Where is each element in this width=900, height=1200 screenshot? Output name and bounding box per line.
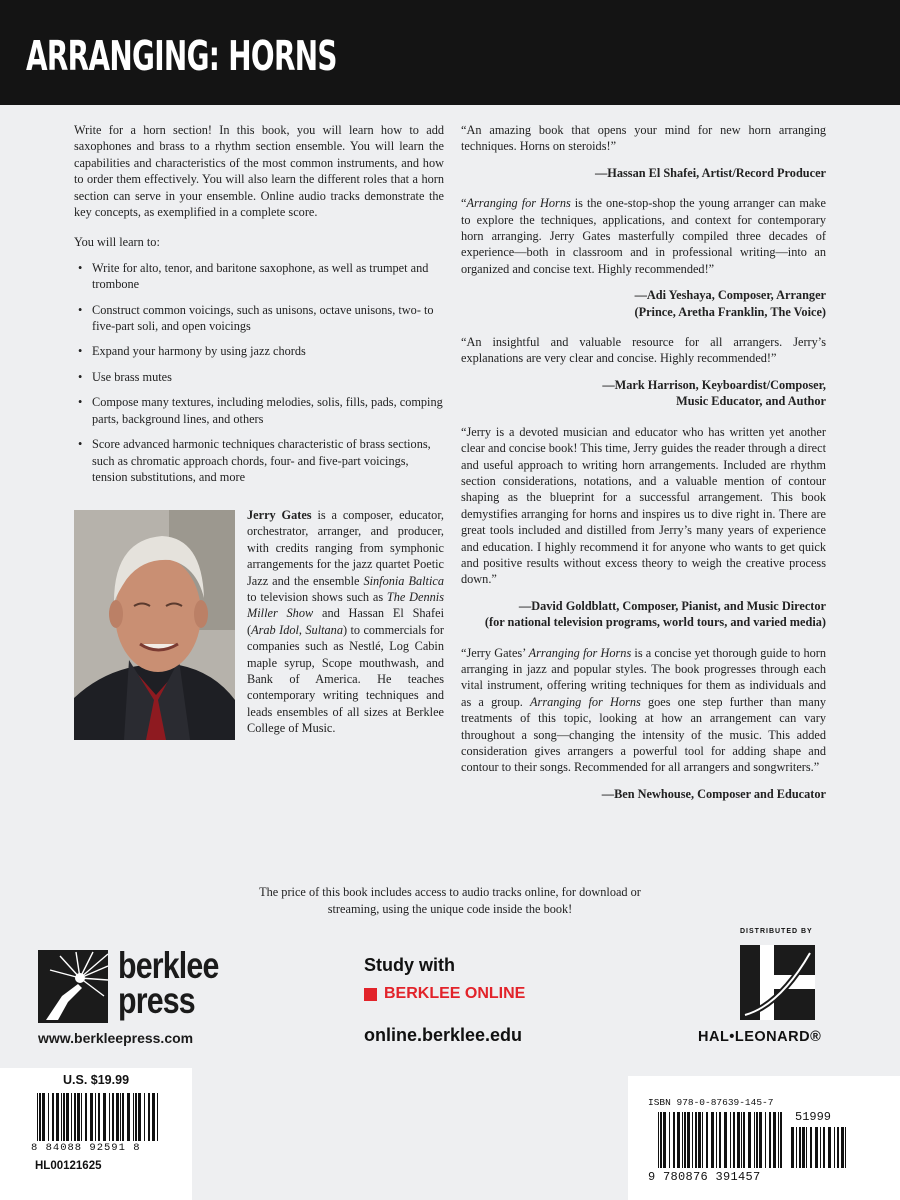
barcode-bar — [810, 1127, 812, 1168]
study-with-label: Study with — [364, 955, 455, 975]
barcode-bar — [90, 1093, 93, 1141]
list-item: • Expand your harmony by using jazz chords — [92, 343, 444, 359]
list-item: • Use brass mutes — [92, 369, 444, 385]
attribution-line: —David Goldblatt, Composer, Pianist, and Music Director — [518, 598, 826, 613]
bio-italic: The Dennis Miller Show — [247, 590, 445, 621]
barcode-bar — [61, 1093, 62, 1141]
barcode-bar — [815, 1127, 818, 1168]
bio-segment: , — [298, 622, 306, 637]
list-item: • Write for alto, tenor, and baritone saxophone, as well as trumpet and trombone — [92, 260, 444, 293]
price-addon-number: 51999 — [795, 1110, 832, 1124]
learn-list — [74, 260, 444, 485]
barcode-bar — [56, 1093, 59, 1141]
intro-paragraph: Write for a horn section! In this book, you will learn how to add saxophones and brass to a rhythm section ensemble. You will learn the capabilities and characteristics of the most common instruments, and how to order them effectively. You will also learn the different roles that a horn section can serve in your ensemble. Online audio tracks demonstrate the key concepts, as exemplified in a complete score. — [74, 123, 444, 220]
attribution-line: —Adi Yeshaya, Composer, Arranger — [634, 288, 826, 303]
barcode-bar — [37, 1093, 38, 1141]
book-title-italic: Arranging for Horns — [528, 645, 632, 660]
barcode-bar — [669, 1112, 670, 1168]
barcode-bar — [698, 1112, 701, 1168]
barcode-bar — [706, 1112, 708, 1168]
barcode-bar — [684, 1112, 686, 1168]
attribution-line: Music Educator, and Author — [676, 394, 826, 409]
quote-segment: “Jerry Gates’ — [461, 645, 529, 660]
barcode-bar — [152, 1093, 155, 1141]
quotes-column — [461, 122, 826, 816]
barcode-bar — [823, 1127, 825, 1168]
barcode-bar — [741, 1112, 742, 1168]
barcode-bar — [780, 1112, 782, 1168]
barcode-bar — [796, 1127, 797, 1168]
barcode-bar — [103, 1093, 106, 1141]
barcode-bar — [834, 1127, 835, 1168]
berklee-online-url: online.berklee.edu — [364, 1025, 523, 1045]
list-item: • Score advanced harmonic techniques characteristic of brass sections, such as chromatic approach chords, four- and five-part voicings, tension substitutions, and more — [92, 436, 444, 485]
quote-segment: is a concise yet thorough guide to horn arranging in jazz and popular styles. The book progresses through each vital instrument, offering writing techniques for them as individuals and as a group. — [461, 645, 826, 709]
quote-segment: is the one-stop-shop the young arranger can make to explore the techniques, applications, and context for contemporary horn arranging. Jerry Gates masterfully compiled three decades of experience—both in classroom and in professional writing—into an organized and concise text. Highly recommended!” — [461, 196, 826, 276]
barcode-bar — [845, 1127, 846, 1168]
barcode-bar — [799, 1127, 801, 1168]
barcode-bars — [790, 1127, 848, 1168]
quote: “An amazing book that opens your mind for new horn arranging techniques. Horns on steroids!” — [461, 123, 826, 154]
barcode-bar — [759, 1112, 762, 1168]
quote-segment: “ — [461, 196, 467, 211]
barcode-bar — [48, 1093, 49, 1141]
barcode-bar — [692, 1112, 693, 1168]
barcode-bar — [39, 1093, 41, 1141]
isbn13-number: 9 780876 391457 — [648, 1170, 761, 1184]
bio-italic: Arab Idol — [251, 622, 299, 637]
wordmark-line: berklee — [118, 945, 219, 986]
hal-leonard-logo — [740, 945, 815, 1020]
barcode-bar — [730, 1112, 731, 1168]
bio-text — [247, 507, 444, 737]
barcode-bar — [682, 1112, 683, 1168]
barcode-bar — [765, 1112, 766, 1168]
barcode-bar — [144, 1093, 145, 1141]
barcode-bar — [148, 1093, 150, 1141]
barcode-bar — [841, 1127, 844, 1168]
quote — [461, 645, 826, 776]
barcode-bar — [802, 1127, 805, 1168]
attribution-line: (for national television programs, world tours, and varied media) — [484, 615, 826, 630]
barcode-bar — [677, 1112, 680, 1168]
barcode-bar — [719, 1112, 721, 1168]
distributed-by-label: DISTRIBUTED BY — [740, 928, 813, 935]
author-name: Jerry Gates — [247, 508, 312, 522]
barcode-bar — [98, 1093, 100, 1141]
hl-item-number: HL00121625 — [35, 1160, 102, 1172]
barcode-bar — [116, 1093, 119, 1141]
isbn-label: ISBN 978-0-87639-145-7 — [648, 1097, 774, 1108]
attribution-line: —Mark Harrison, Keyboardist/Composer, — [602, 377, 826, 392]
barcode-bar — [120, 1093, 121, 1141]
barcode-bar — [85, 1093, 87, 1141]
barcode-bar — [778, 1112, 779, 1168]
berklee-press-url: www.berkleepress.com — [38, 1030, 194, 1046]
price-addon-barcode — [790, 1127, 848, 1168]
barcode-bar — [66, 1093, 69, 1141]
barcode-bar — [81, 1093, 82, 1141]
barcode-bar — [109, 1093, 110, 1141]
barcode-bar — [71, 1093, 72, 1141]
barcode-bars — [36, 1093, 160, 1141]
barcode-bars — [657, 1112, 785, 1168]
berklee-press-logo — [38, 950, 108, 1023]
audio-access-note: The price of this book includes access to audio tracks online, for download or streaming, using the unique code inside the book! — [259, 885, 641, 916]
bio-segment: is a composer, educator, orchestrator, arranger, and producer, with credits ranging from symphonic arrangements for the jazz quartet Poetic Jazz and the ensemble — [247, 508, 445, 588]
berklee-online-wordmark: BERKLEE ONLINE — [384, 985, 526, 1002]
bio-segment: and Hassan El Shafei ( — [247, 606, 444, 637]
upc-number: 8 84088 92591 8 — [31, 1142, 141, 1154]
barcode-bar — [748, 1112, 751, 1168]
barcode-bar — [820, 1127, 821, 1168]
bio-italic: Sultana — [305, 622, 343, 637]
barcode-bar — [837, 1127, 839, 1168]
barcode-bar — [756, 1112, 758, 1168]
barcode-bar — [769, 1112, 771, 1168]
barcode-bar — [724, 1112, 727, 1168]
barcode-bar — [135, 1093, 137, 1141]
barcode-bar — [716, 1112, 717, 1168]
quote-attribution — [461, 377, 826, 410]
barcode-bar — [663, 1112, 666, 1168]
wordmark-line: press — [118, 980, 195, 1021]
learn-label: You will learn to: — [74, 235, 160, 250]
bio-italic: Sinfonia Baltica — [363, 573, 444, 588]
barcode-bar — [63, 1093, 65, 1141]
barcode-bar — [133, 1093, 134, 1141]
barcode-bar — [52, 1093, 54, 1141]
barcode-bar — [138, 1093, 141, 1141]
barcode-bar — [773, 1112, 776, 1168]
barcode-bar — [806, 1127, 807, 1168]
book-title: ARRANGING: HORNS — [26, 32, 337, 80]
quote-attribution — [461, 598, 826, 631]
berklee-online-square-icon — [364, 988, 377, 1001]
price-label: U.S. $19.99 — [63, 1073, 130, 1087]
barcode-bar — [695, 1112, 697, 1168]
barcode-bar — [702, 1112, 703, 1168]
barcode-bar — [95, 1093, 96, 1141]
barcode-bar — [711, 1112, 714, 1168]
list-item: • Compose many textures, including melodies, solis, fills, pads, comping parts, background lines, and others — [92, 394, 444, 427]
barcode-bar — [733, 1112, 735, 1168]
quote-attribution: —Hassan El Shafei, Artist/Record Producer — [594, 165, 826, 180]
barcode-bar — [660, 1112, 662, 1168]
isbn-barcode — [657, 1112, 785, 1168]
barcode-bar — [687, 1112, 690, 1168]
quote: “An insightful and valuable resource for all arrangers. Jerry’s explanations are very clear and concise. Highly recommended!” — [461, 335, 826, 366]
quote-segment: goes one step further than many treatments of this topic, looking at how an arrangement can vary throughout a song—changing the intensity of the music. This added consideration gives arrangers a powerful tool for adding shape and contour to their songs. Recommended for all arrangers and songwriters.” — [461, 694, 826, 775]
barcode-bar — [77, 1093, 80, 1141]
barcode-bar — [74, 1093, 76, 1141]
upc-barcode — [36, 1093, 160, 1141]
barcode-bar — [157, 1093, 158, 1141]
bio-segment: to television shows such as — [247, 590, 387, 605]
hal-leonard-wordmark: HAL•LEONARD® — [698, 1029, 822, 1045]
quote — [461, 195, 826, 277]
author-photo — [74, 510, 235, 740]
barcode-bar — [127, 1093, 130, 1141]
berklee-press-wordmark — [118, 945, 219, 1021]
barcode-bar — [737, 1112, 740, 1168]
barcode-bar — [658, 1112, 659, 1168]
barcode-bar — [743, 1112, 745, 1168]
barcode-bar — [122, 1093, 124, 1141]
book-title-italic: Arranging for Horns — [530, 694, 641, 709]
bio-segment: ) to commercials for companies such as Nestlé, Log Cabin maple syrup, Scope mouthwash, and Bank of America. He teaches contemporary writing techniques and leads ensembles of all sizes at Berklee College of Music. — [247, 622, 445, 736]
barcode-bar — [828, 1127, 831, 1168]
list-item: • Construct common voicings, such as unisons, octave unisons, two- to five-part soli, and open voicings — [92, 302, 444, 335]
quote: “Jerry is a devoted musician and educator who has written yet another clear and concise book! This time, Jerry guides the reader through a direct and useful approach to writing horn arrangements. Included are rhythm section considerations, notations, and a valuable mention of contour shaping as the blueprint for a successful arrangement. This book demystifies arranging for horns and inspires us to dive right in. There are great tools included and distilled from Jerry’s many years of experience and education. I highly recommend it for anyone who wants to get quick and positive results without excess theory to weigh the creative process down.” — [461, 424, 826, 587]
barcode-bar — [673, 1112, 675, 1168]
quote-attribution: —Ben Newhouse, Composer and Educator — [601, 786, 826, 801]
book-title-italic: Arranging for Horns — [466, 196, 571, 211]
barcode-bar — [42, 1093, 45, 1141]
quote-attribution — [461, 287, 826, 320]
intro-column — [74, 122, 444, 494]
barcode-bar — [754, 1112, 755, 1168]
attribution-line: (Prince, Aretha Franklin, The Voice) — [634, 304, 826, 319]
barcode-bar — [791, 1127, 794, 1168]
barcode-bar — [112, 1093, 114, 1141]
